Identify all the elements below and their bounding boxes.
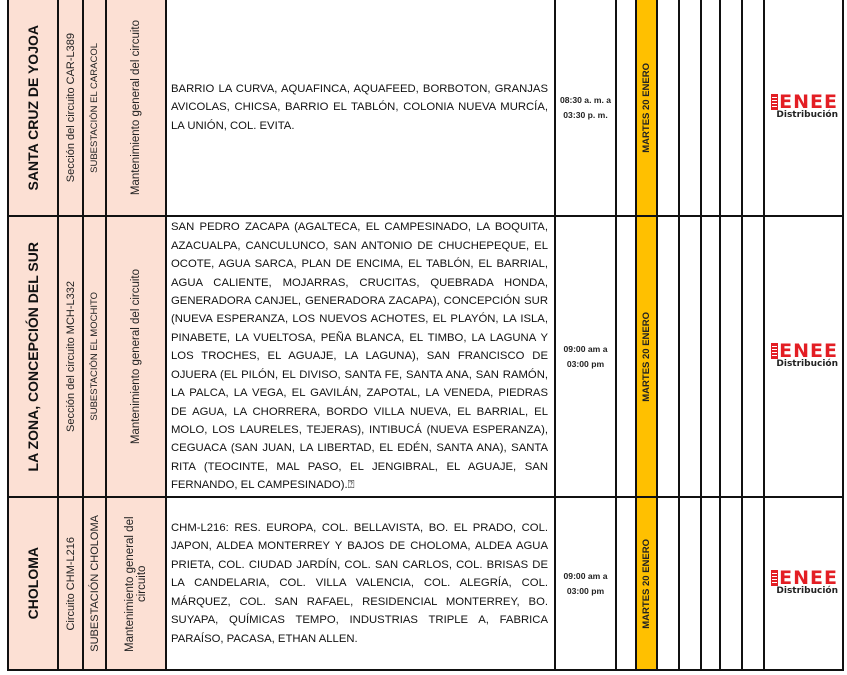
work-cell (106, 497, 166, 670)
logo-wordmark: ENEE (779, 567, 838, 589)
empty-cell (657, 216, 679, 497)
empty-cell (701, 497, 720, 670)
time-cell (555, 0, 616, 216)
substation-cell (83, 0, 106, 216)
affected-areas: CHM-L216: RES. EUROPA, COL. BELLAVISTA, BO. EL PRADO, COL. JAPON, ALDEA MONTERREY Y BAJOS DE CHOLOMA, ALDEA AGUA PRIETA, COL. CIUDAD JARDÍN, COL. SAN CARLOS, COL. BRISAS DE LA CANDELARIA, COL. VILLA VALENCIA, COL. ALEGRÍA, COL. MÁRQUEZ, COL. SAN RAFAEL, RESIDENCIAL MONTERREY, BO. SUYAPA, QUÍMICAS TEMPO, INDUSTRIAS TRIPLE A, FABRICA PARAÍSO, PACASA, ETHAN ALLEN. (171, 522, 548, 645)
work-description: Mantenimiento general del circuito (130, 19, 142, 196)
logo-wordmark: ENEE (779, 340, 838, 362)
substation-cell (83, 216, 106, 497)
empty-cell (616, 497, 636, 670)
time-cell (555, 216, 616, 497)
time-end: 03:00 pm (566, 585, 605, 596)
circuit-cell (58, 216, 83, 497)
circuit-name: Sección del circuito CAR-L389 (64, 32, 77, 183)
date-label: MARTES 20 ENERO (641, 538, 652, 629)
circuit-cell (58, 497, 83, 670)
logo-subtitle: Distribución (776, 110, 838, 120)
empty-cell (679, 216, 701, 497)
schedule-row (8, 497, 843, 670)
substation-name: SUBESTACIÓN EL CARACOL (89, 42, 100, 173)
empty-cell (616, 216, 636, 497)
enee-logo-icon (771, 570, 778, 586)
date-cell (636, 497, 657, 670)
work-description: Mantenimiento general del circuito (124, 515, 148, 652)
schedule-row (8, 216, 843, 497)
logo-subtitle: Distribución (776, 359, 838, 369)
logo-wordmark: ENEE (779, 91, 838, 113)
affected-areas: BARRIO LA CURVA, AQUAFINCA, AQUAFEED, BORBOTON, GRANJAS AVICOLAS, CHICSA, BARRIO EL TABLÓN, COLONIA NUEVA MURCÍA, LA UNIÓN, COL. EVITA. (171, 82, 548, 132)
work-description: Mantenimiento general del circuito (130, 268, 142, 445)
logo-cell (764, 0, 843, 216)
time-start: 08:30 a. m. a (559, 94, 612, 105)
enee-logo (765, 340, 842, 370)
zone-name: SANTA CRUZ DE YOJOA (25, 24, 41, 191)
zone-cell (8, 0, 58, 216)
substation-name: SUBESTACIÓN EL MOCHITO (89, 292, 100, 421)
date-label: MARTES 20 ENERO (641, 311, 652, 402)
areas-cell (166, 497, 555, 670)
circuit-cell (58, 0, 83, 216)
areas-cell (166, 216, 555, 497)
empty-cell (720, 497, 742, 670)
empty-cell (679, 497, 701, 670)
logo-cell (764, 497, 843, 670)
date-cell (636, 216, 657, 497)
empty-cell (616, 0, 636, 216)
empty-cell (742, 0, 764, 216)
circuit-name: Circuito CHM-L216 (64, 536, 77, 631)
enee-logo (765, 91, 842, 121)
logo-subtitle: Distribución (776, 586, 838, 596)
work-cell (106, 0, 166, 216)
empty-cell (679, 0, 701, 216)
empty-cell (657, 0, 679, 216)
empty-cell (701, 0, 720, 216)
circuit-name: Sección del circuito MCH-L332 (64, 280, 77, 432)
time-end: 03:00 pm (566, 358, 605, 369)
zone-cell (8, 497, 58, 670)
time-start: 09:00 am a (563, 570, 608, 581)
date-label: MARTES 20 ENERO (641, 62, 652, 153)
empty-cell (742, 216, 764, 497)
affected-areas: SAN PEDRO ZACAPA (AGALTECA, EL CAMPESINADO, LA BOQUITA, AZACUALPA, CANCULUNCO, SAN ANTONIO DE CHUCHEPEQUE, EL OCOTE, AGUA SARCA, PLAN DE ENCIMA, EL TABLÓN, EL BARRIAL, AGUA CALIENTE, MOJARRAS, CRUCITAS, QUEBRADA HONDA, GENERADORA CANJEL, GENERADORA ZACAPA), CONCEPCIÓN SUR (NUEVA ESPERANZA, LOS NUEVOS ACHOTES, EL PLAYÓN, LA ISLA, PINABETE, LA VUELTOSA, PEÑA BLANCA, EL TIMBO, LA LAGUNA Y LOS TROCHES, EL AGUAJE, LA LAGUNA), SAN FRANCISCO DE OJUERA (EL PILÓN, EL DIVISO, SANTA FE, SANTA ANA, SAN RAMÓN, LA PALCA, LA VEGA, EL GAVILÁN, ZAPOTAL, LA VENEDA, PIEDRAS DE AGUA, LA CHORRERA, BORDO VILLA NUEVA, EL BARRIAL, EL MOLO, LOS LAURELES, TEJERAS), INTIBUCÁ (NUEVA ESPERANZA), CEGUACA (SAN JUAN, LA LIBERTAD, EL EDÉN, SANTA ANA), SANTA RITA (TEOCINTE, MAL PASO, EL JENGIBRAL, EL AGUAJE, SAN FERNANDO, EL CAMPESINADO).⍰ (171, 221, 548, 492)
logo-cell (764, 216, 843, 497)
schedule-row (8, 0, 843, 216)
date-cell (636, 0, 657, 216)
empty-cell (657, 497, 679, 670)
enee-logo-icon (771, 94, 778, 110)
areas-cell (166, 0, 555, 216)
time-cell (555, 497, 616, 670)
enee-logo-icon (771, 343, 778, 359)
empty-cell (742, 497, 764, 670)
time-end: 03:30 p. m. (563, 109, 608, 120)
empty-cell (720, 216, 742, 497)
zone-name: LA ZONA, CONCEPCIÓN DEL SUR (25, 241, 41, 472)
empty-cell (720, 0, 742, 216)
zone-name: CHOLOMA (25, 547, 41, 620)
zone-cell (8, 216, 58, 497)
work-cell (106, 216, 166, 497)
enee-logo (765, 567, 842, 597)
time-start: 09:00 am a (563, 343, 608, 354)
outage-schedule-table (7, 0, 844, 671)
substation-cell (83, 497, 106, 670)
substation-name: SUBESTACIÓN CHOLOMA (88, 515, 101, 652)
empty-cell (701, 216, 720, 497)
